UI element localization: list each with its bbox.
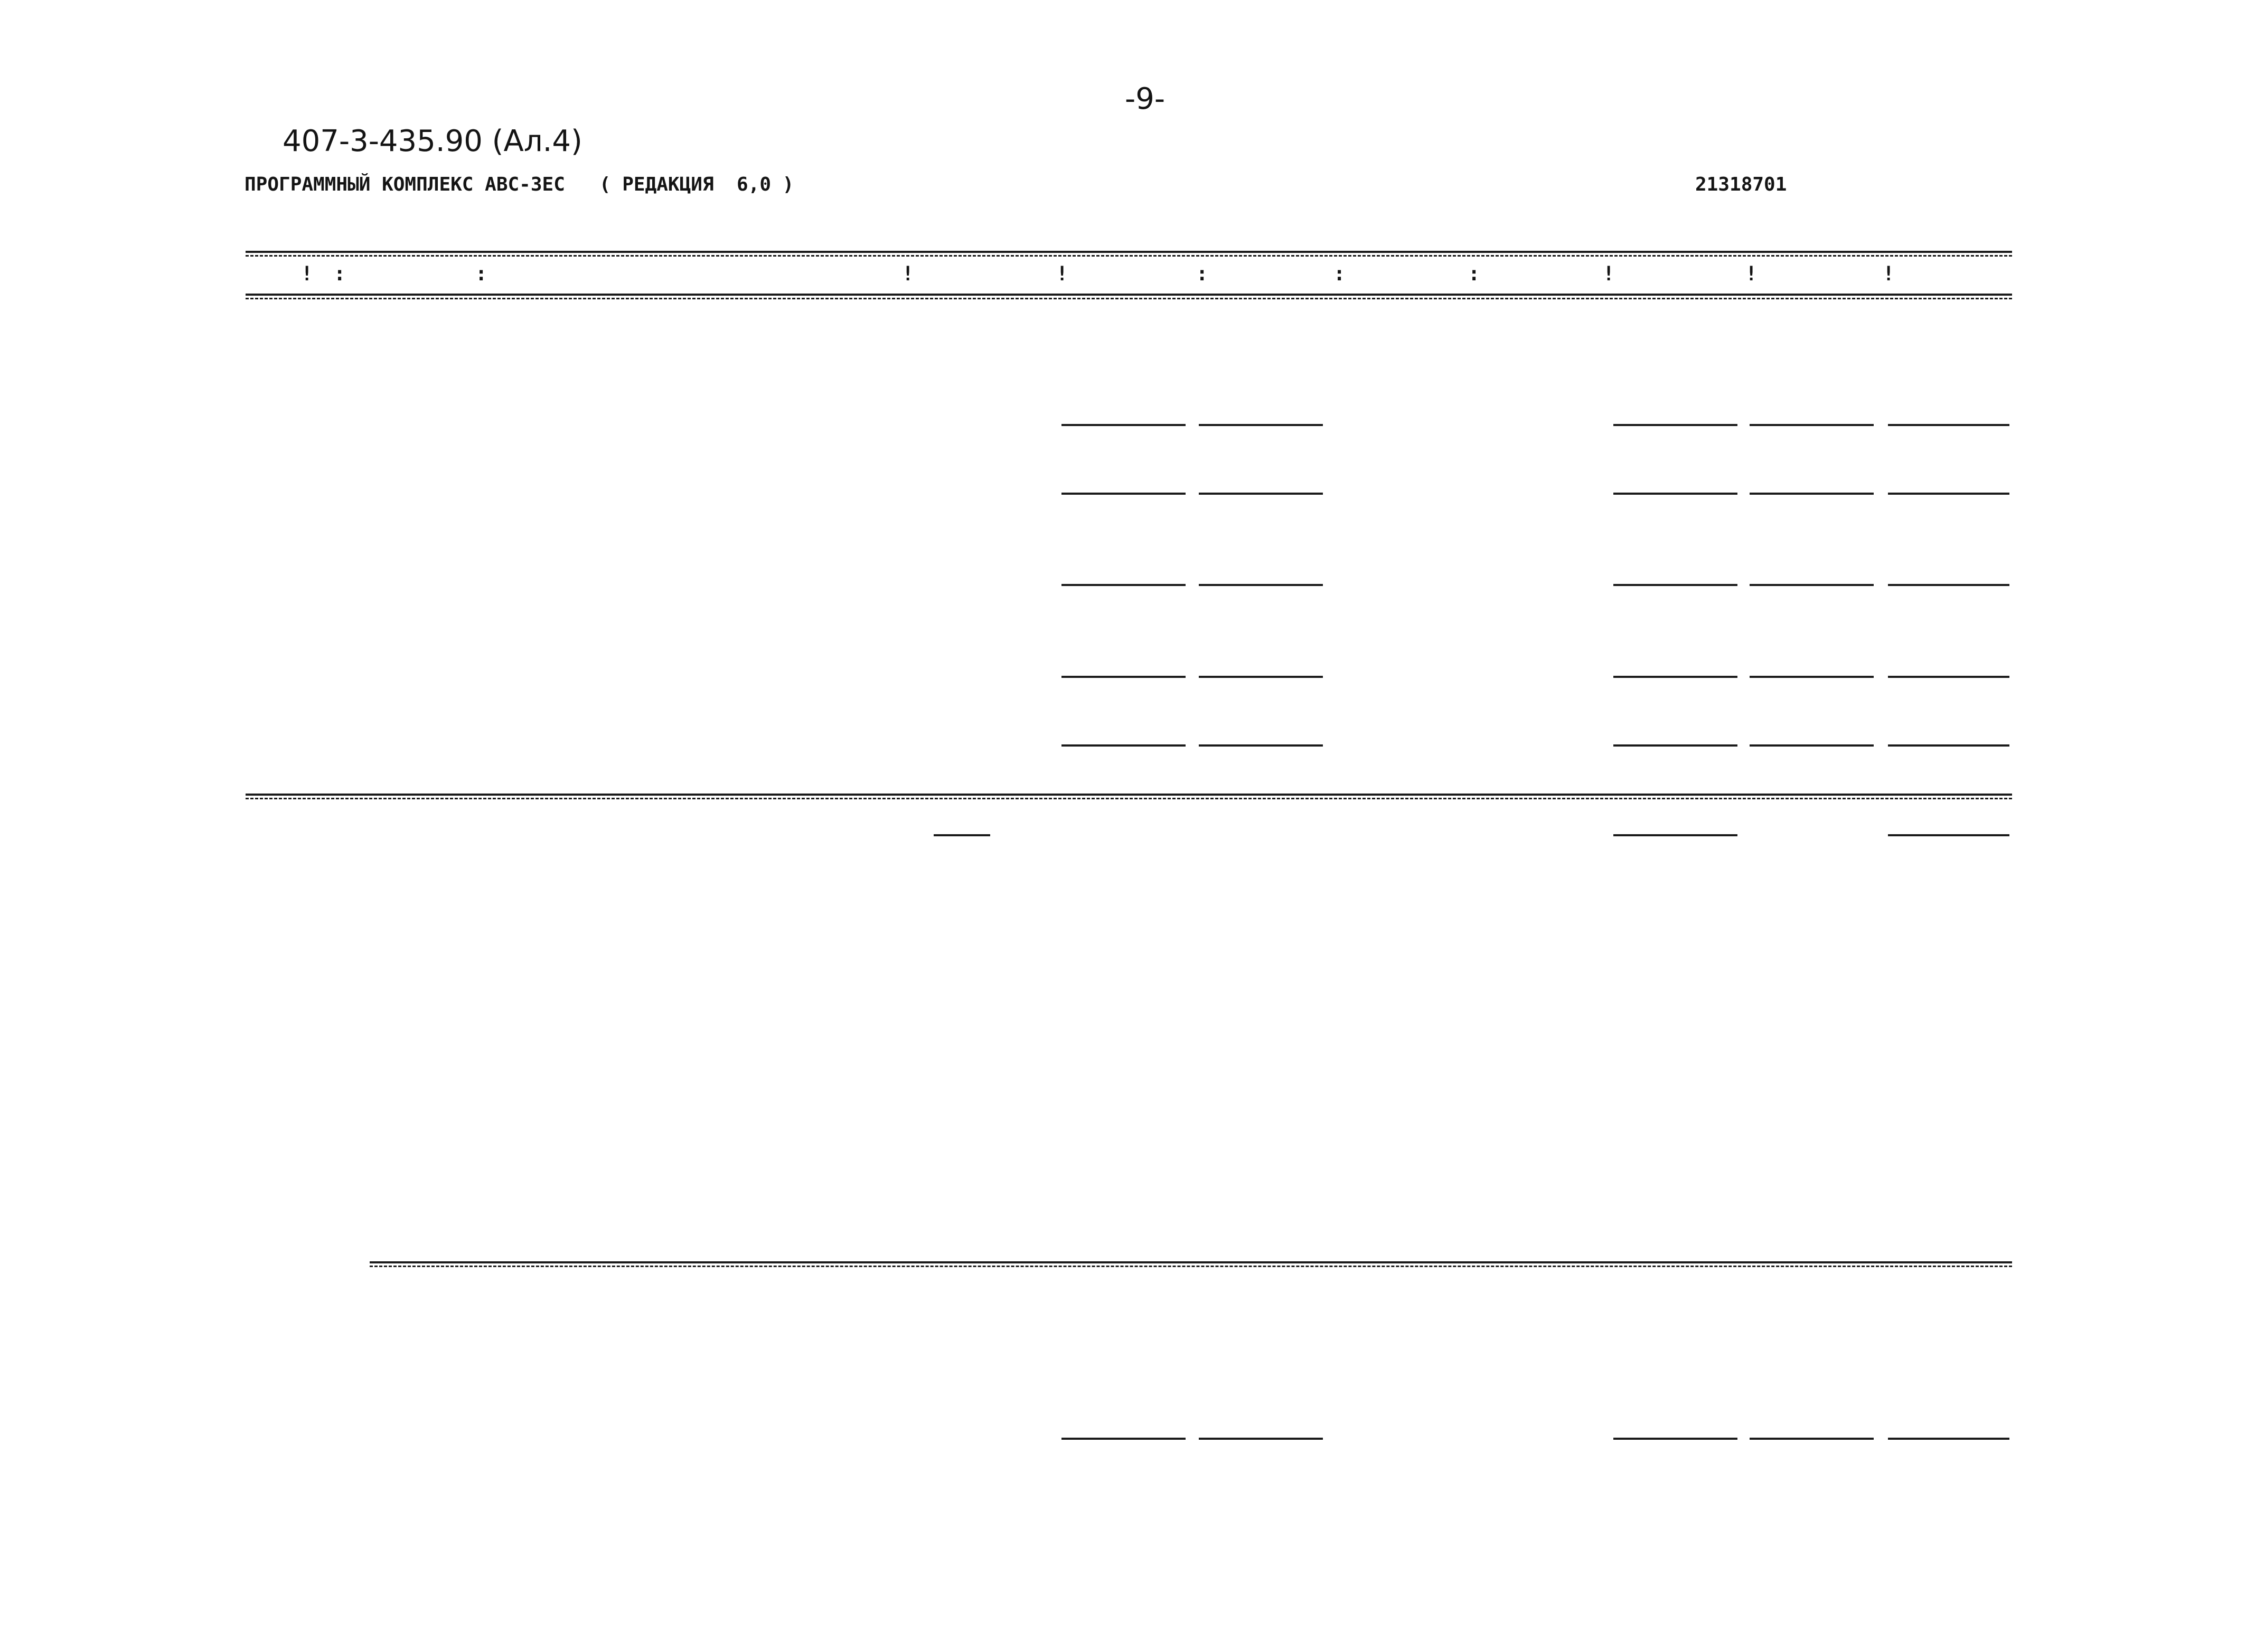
row-c9-divider xyxy=(1613,744,1737,747)
row-c10-divider xyxy=(1750,744,1874,747)
totals-rule xyxy=(370,1261,2012,1263)
row-c5-divider xyxy=(1061,584,1186,586)
document-id: 21318701 xyxy=(1695,174,1787,195)
section-rule-dashed xyxy=(246,798,2012,799)
column-separator: : xyxy=(1468,262,1480,285)
row-c11-divider xyxy=(1888,424,2009,426)
row-c11-divider xyxy=(1888,1438,2009,1440)
row-c9-divider xyxy=(1613,584,1737,586)
header-rule-top xyxy=(246,251,2012,253)
row-c5-divider xyxy=(1061,676,1186,678)
row-c5-divider xyxy=(1061,424,1186,426)
row-c11-divider xyxy=(1888,676,2009,678)
column-separator: ! xyxy=(1883,262,1895,285)
column-separator: : xyxy=(1333,262,1346,285)
row-c11-divider xyxy=(1888,493,2009,495)
row-c6-divider xyxy=(1199,676,1323,678)
row-c6-divider xyxy=(1199,1438,1323,1440)
row-c11-divider xyxy=(1888,584,2009,586)
row-c10-divider xyxy=(1750,676,1874,678)
document-code: 407-3-435.90 (Ал.4) xyxy=(283,124,582,158)
row-c6-divider xyxy=(1199,424,1323,426)
row-c9-divider xyxy=(1613,493,1737,495)
total-c11-divider xyxy=(1888,834,2009,836)
row-c9-divider xyxy=(1613,1438,1737,1440)
row-c6-divider xyxy=(1199,744,1323,747)
total-unit-divider xyxy=(934,834,990,836)
column-separator: ! xyxy=(1745,262,1758,285)
page-number: -9- xyxy=(1125,82,1166,116)
column-separator: ! xyxy=(1603,262,1615,285)
row-c10-divider xyxy=(1750,1438,1874,1440)
row-c6-divider xyxy=(1199,493,1323,495)
column-separator: : xyxy=(334,262,346,285)
row-c5-divider xyxy=(1061,744,1186,747)
header-rule-top-dashed xyxy=(246,255,2012,257)
column-separator: ! xyxy=(1056,262,1068,285)
column-separator: ! xyxy=(301,262,313,285)
row-c10-divider xyxy=(1750,584,1874,586)
column-separator: ! xyxy=(902,262,914,285)
row-c11-divider xyxy=(1888,744,2009,747)
total-c9-divider xyxy=(1613,834,1737,836)
row-c5-divider xyxy=(1061,493,1186,495)
header-rule-bottom-dashed xyxy=(246,298,2012,299)
column-separator: : xyxy=(1196,262,1208,285)
header-rule-bottom xyxy=(246,294,2012,296)
program-header: ПРОГРАММНЫЙ КОМПЛЕКС АВС-3ЕС ( РЕДАКЦИЯ 6,0 ) xyxy=(245,174,794,195)
section-rule xyxy=(246,794,2012,796)
row-c10-divider xyxy=(1750,493,1874,495)
totals-rule-dashed xyxy=(370,1266,2012,1267)
row-c9-divider xyxy=(1613,676,1737,678)
row-c6-divider xyxy=(1199,584,1323,586)
row-c5-divider xyxy=(1061,1438,1186,1440)
column-separator: : xyxy=(475,262,487,285)
row-c10-divider xyxy=(1750,424,1874,426)
row-c9-divider xyxy=(1613,424,1737,426)
